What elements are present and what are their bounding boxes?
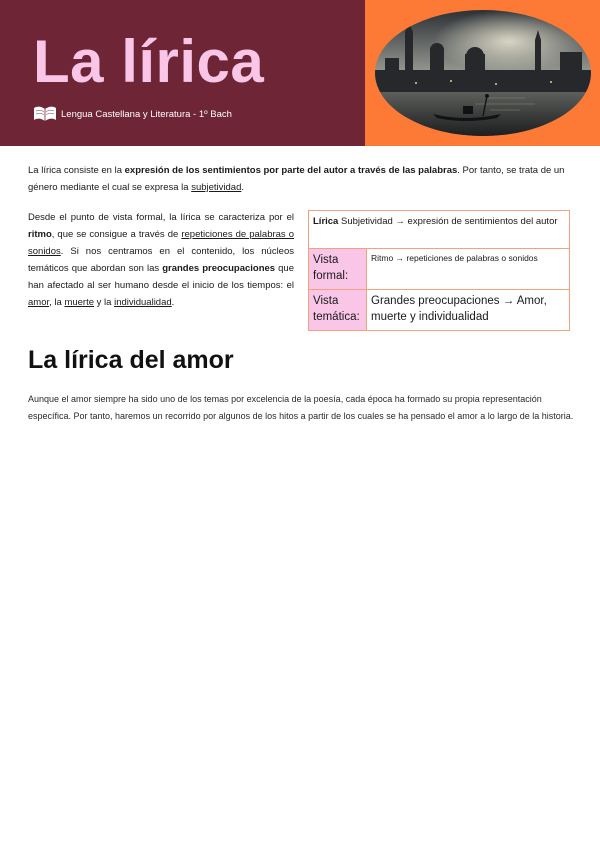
form-text: que han afectado al ser humano desde el inicio de los tiempos: el	[28, 263, 294, 291]
table-row	[309, 211, 570, 249]
form-text: , la	[49, 297, 65, 308]
venice-night-painting	[375, 10, 591, 136]
table-cell-text: Subjetividad → expresión de sentimientos del autor	[338, 216, 558, 227]
course-subtitle: Lengua Castellana y Literatura - 1º Bach	[61, 108, 232, 120]
intro-text: La lírica consiste en la	[28, 165, 125, 176]
form-text: . Si nos centramos en el contenido, los núcleos temáticos que abordan son las	[28, 246, 294, 274]
form-paragraph	[28, 209, 294, 311]
form-text: y la	[94, 297, 115, 308]
table-row	[309, 290, 570, 331]
form-underlined-term: repeticiones de palabras o sonidos	[28, 229, 294, 257]
form-emphasis: ritmo	[28, 229, 52, 240]
intro-text: . Por tanto, se trata de un género mediante el cual se expresa la	[28, 165, 565, 193]
intro-paragraph	[28, 162, 574, 196]
intro-text: .	[241, 182, 244, 193]
table-cell-label: Vista temática:	[309, 290, 367, 331]
open-book-icon	[33, 105, 57, 123]
form-text: Desde el punto de vista formal, la lírica se caracteriza por el	[28, 212, 294, 223]
table-cell-label: Vista formal:	[309, 249, 367, 290]
section-paragraph: Aunque el amor siempre ha sido uno de los temas por excelencia de la poesía, cada época ha formado su propia representación específica. Por tanto, haremos un recorrido por algunos de los hitos a partir de los cuales se ha pensado el amor a lo largo de la historia.	[28, 394, 574, 421]
intro-underlined-term: subjetividad	[191, 182, 242, 193]
page-title: La lírica	[33, 28, 265, 95]
page-header	[0, 0, 600, 146]
form-text: , que se consigue a través de	[51, 229, 182, 240]
form-underlined-term: amor	[28, 297, 50, 308]
table-row	[309, 249, 570, 290]
header-title-panel	[0, 0, 365, 146]
subtitle-row	[33, 104, 232, 124]
form-text: .	[171, 297, 175, 308]
form-underlined-term: individualidad	[114, 297, 172, 308]
table-cell-bold: Lírica	[313, 216, 339, 227]
table-cell-value: Grandes preocupaciones → Amor, muerte y individualidad	[367, 290, 570, 331]
summary-table	[308, 210, 570, 331]
table-cell-value: Ritmo → repeticiones de palabras o sonidos	[367, 249, 570, 290]
form-emphasis: grandes preocupaciones	[162, 263, 276, 274]
table-cell-definition	[309, 211, 570, 249]
intro-emphasis: expresión de los sentimientos por parte del autor a través de las palabras	[124, 165, 458, 176]
section-heading: La lírica del amor	[28, 346, 234, 374]
form-underlined-term: muerte	[64, 297, 95, 308]
